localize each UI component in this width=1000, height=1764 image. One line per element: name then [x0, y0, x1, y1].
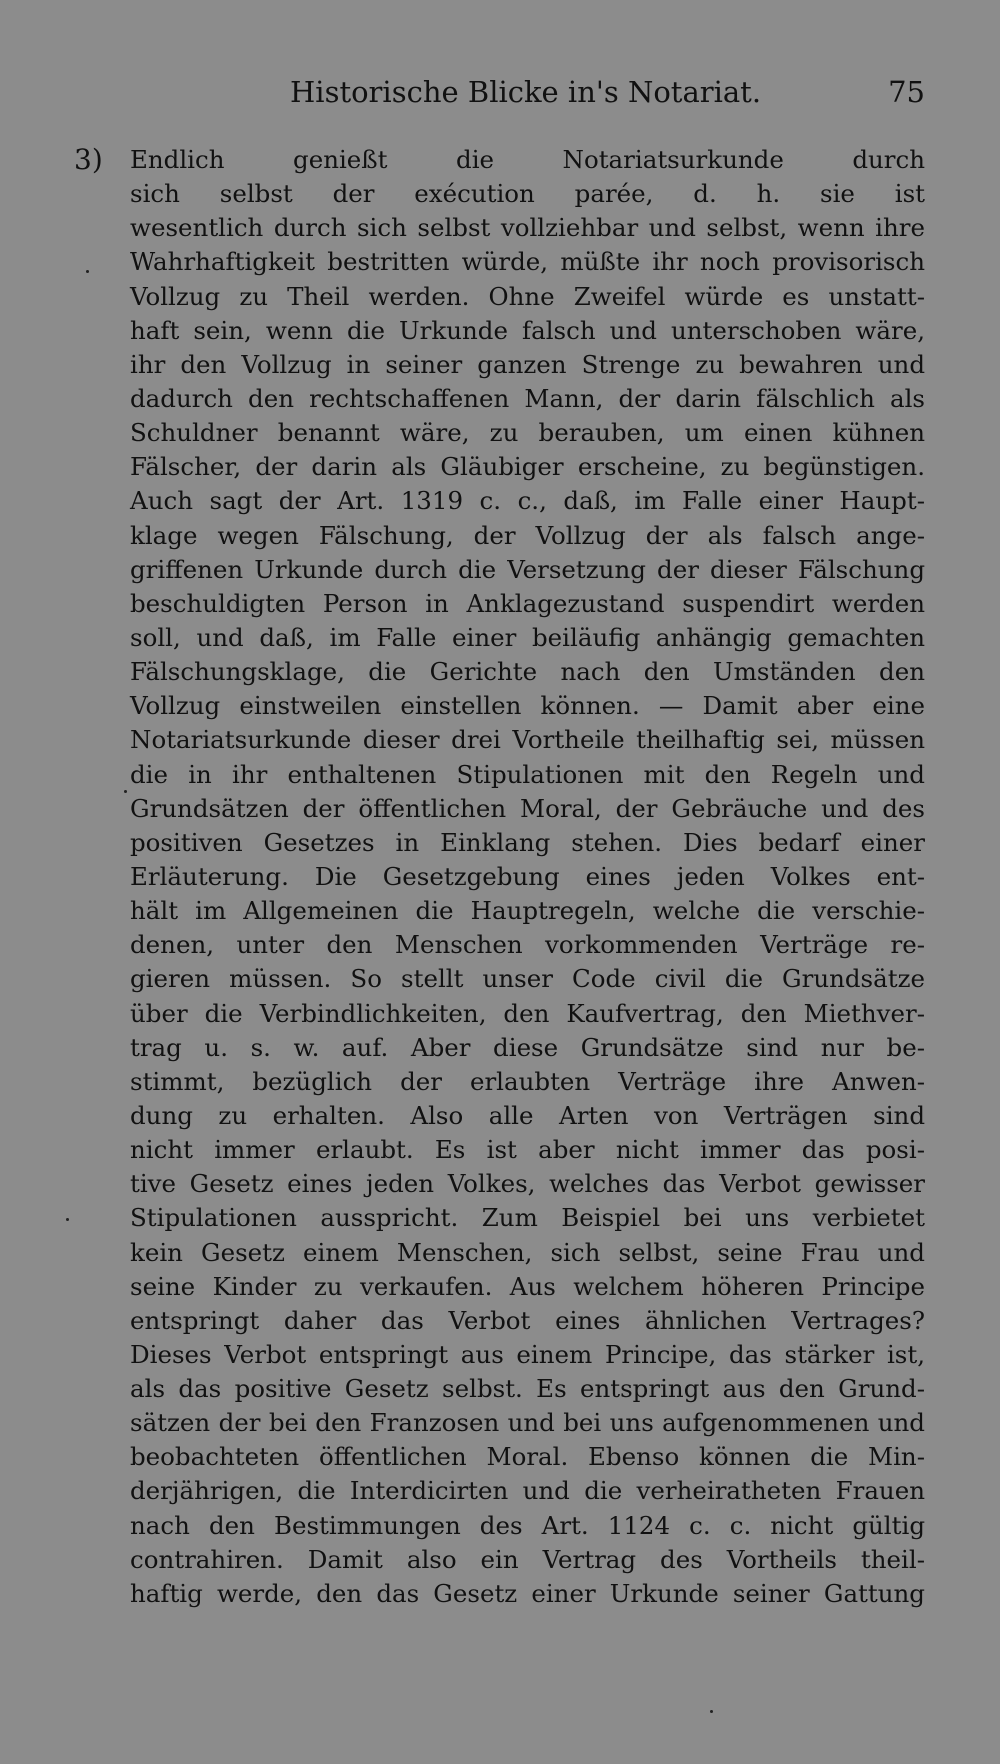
- text-line: Fälschungsklage, die Gerichte nach den Umständen den: [130, 657, 925, 687]
- text-line: dung zu erhalten. Also alle Arten von Verträgen sind: [130, 1100, 925, 1130]
- text-line: soll, und daß, im Falle einer beiläufig anhängig gemachten: [130, 622, 925, 652]
- speck: [66, 1218, 69, 1221]
- text-line: beobachteten öffentlichen Moral. Ebenso können die Min-: [130, 1442, 925, 1472]
- text-line: stimmt, bezüglich der erlaubten Verträge ihre Anwen-: [130, 1066, 925, 1096]
- text-line: beschuldigten Person in Anklagezustand suspendirt werden: [130, 588, 925, 618]
- text-line: Wahrhaftigkeit bestritten würde, müßte ihr noch provisorisch: [130, 247, 925, 277]
- text-line: klage wegen Fälschung, der Vollzug der als falsch ange-: [130, 520, 925, 550]
- text-line: denen, unter den Menschen vorkommenden Verträge re-: [130, 930, 925, 960]
- text-line: derjährigen, die Interdicirten und die verheiratheten Frauen: [130, 1476, 925, 1506]
- text-line: kein Gesetz einem Menschen, sich selbst, seine Frau und: [130, 1237, 925, 1267]
- text-line: Endlich genießt die Notariatsurkunde durch: [130, 145, 925, 174]
- text-line: hält im Allgemeinen die Hauptregeln, welche die verschie-: [130, 896, 925, 926]
- text-line: dadurch den rechtschaffenen Mann, der darin fälschlich als: [130, 383, 925, 413]
- text-line: Auch sagt der Art. 1319 c. c., daß, im Falle einer Haupt-: [130, 486, 925, 516]
- text-line: contrahiren. Damit also ein Vertrag des Vortheils theil-: [130, 1544, 925, 1574]
- text-line: haft sein, wenn die Urkunde falsch und unterschoben wäre,: [130, 315, 925, 345]
- running-head: [130, 72, 925, 116]
- text-line: als das positive Gesetz selbst. Es entspringt aus den Grund-: [130, 1374, 925, 1404]
- text-line: positiven Gesetzes in Einklang stehen. Dies bedarf einer: [130, 827, 925, 857]
- text-line: Vollzug einstweilen einstellen können. — Damit aber eine: [130, 691, 925, 721]
- text-line: Dieses Verbot entspringt aus einem Principe, das stärker ist,: [130, 1339, 925, 1369]
- text-line: Fälscher, der darin als Gläubiger erscheine, zu begünstigen.: [130, 452, 925, 482]
- text-line: griffenen Urkunde durch die Versetzung der dieser Fälschung: [130, 554, 925, 584]
- text-line: sätzen der bei den Franzosen und bei uns aufgenommenen und: [130, 1408, 925, 1438]
- text-line: Notariatsurkunde dieser drei Vortheile theilhaftig sei, müssen: [130, 725, 925, 755]
- text-line: gieren müssen. So stellt unser Code civil die Grundsätze: [130, 964, 925, 994]
- speck: [86, 270, 89, 273]
- text-line: nicht immer erlaubt. Es ist aber nicht immer das posi-: [130, 1135, 925, 1165]
- text-line: entspringt daher das Verbot eines ähnlichen Vertrages?: [130, 1305, 925, 1335]
- text-line: nach den Bestimmungen des Art. 1124 c. c. nicht gültig: [130, 1510, 925, 1540]
- paragraph-number: 3): [74, 143, 103, 176]
- page-number: 75: [888, 75, 925, 109]
- text-line: wesentlich durch sich selbst vollziehbar und selbst, wenn ihre: [130, 213, 925, 243]
- text-line: sich selbst der exécution parée, d. h. sie ist: [130, 179, 925, 209]
- text-line: Vollzug zu Theil werden. Ohne Zweifel würde es unstatt-: [130, 281, 925, 311]
- text-line: Stipulationen ausspricht. Zum Beispiel bei uns verbietet: [130, 1203, 925, 1233]
- text-line: über die Verbindlichkeiten, den Kaufvertrag, den Miethver-: [130, 998, 925, 1028]
- text-line: ihr den Vollzug in seiner ganzen Strenge zu bewahren und: [130, 349, 925, 379]
- text-line: Schuldner benannt wäre, zu berauben, um einen kühnen: [130, 418, 925, 448]
- text-line: die in ihr enthaltenen Stipulationen mit den Regeln und: [130, 759, 925, 789]
- speck: [710, 1710, 713, 1713]
- text-line: Erläuterung. Die Gesetzgebung eines jeden Volkes ent-: [130, 861, 925, 891]
- text-line: Grundsätzen der öffentlichen Moral, der Gebräuche und des: [130, 793, 925, 823]
- running-head-title: Historische Blicke in's Notariat.: [290, 75, 762, 109]
- body-text: [130, 143, 925, 1611]
- text-line: seine Kinder zu verkaufen. Aus welchem höheren Principe: [130, 1271, 925, 1301]
- text-line: haftig werde, den das Gesetz einer Urkunde seiner Gattung: [130, 1578, 925, 1608]
- speck: [124, 790, 127, 793]
- text-line: trag u. s. w. auf. Aber diese Grundsätze sind nur be-: [130, 1032, 925, 1062]
- text-line: tive Gesetz eines jeden Volkes, welches das Verbot gewisser: [130, 1169, 925, 1199]
